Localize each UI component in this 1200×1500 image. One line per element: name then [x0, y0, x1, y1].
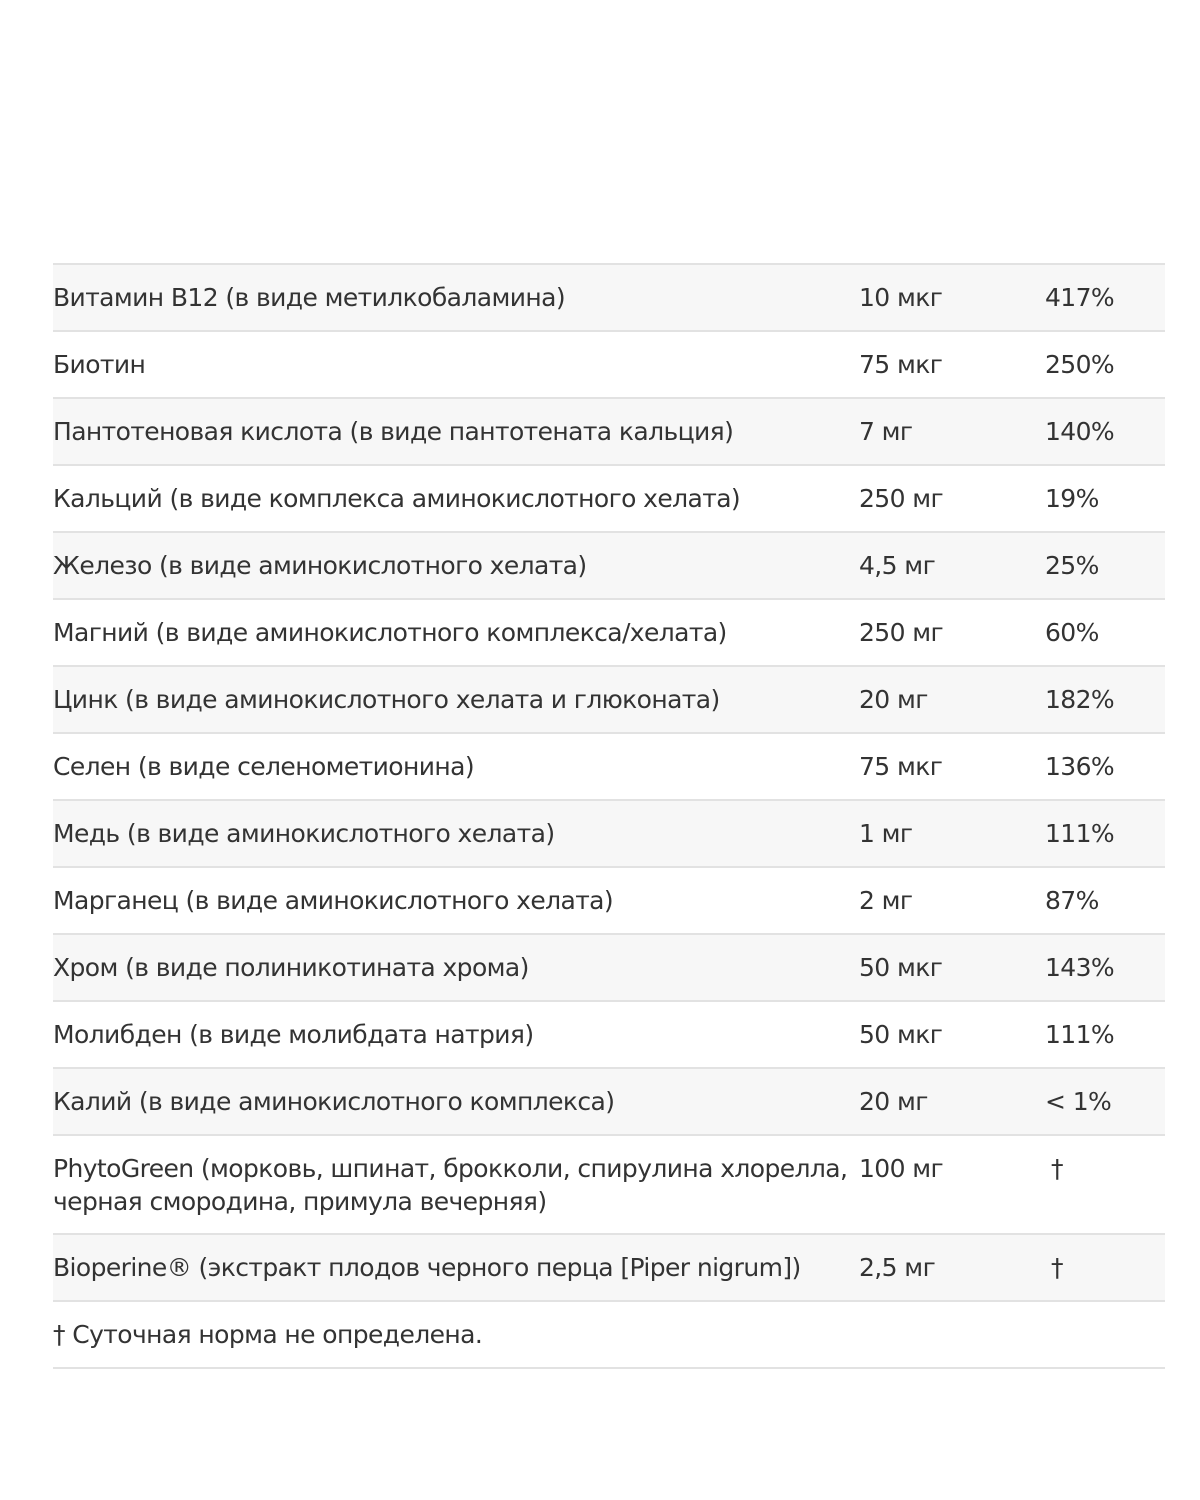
ingredient-amount: 250 мг: [859, 618, 944, 647]
table-row: [53, 800, 1165, 867]
table-row: [53, 599, 1165, 666]
ingredient-amount: 2 мг: [859, 886, 913, 915]
daily-value-percent: 417%: [1045, 283, 1115, 312]
ingredient-name: Магний (в виде аминокислотного комплекса/хелата): [53, 618, 727, 647]
footnote-text: † Суточная норма не определена.: [53, 1320, 483, 1349]
ingredient-name: Молибден (в виде молибдата натрия): [53, 1020, 534, 1049]
ingredient-amount: 4,5 мг: [859, 551, 936, 580]
ingredient-amount: 20 мг: [859, 1087, 928, 1116]
ingredient-name: Железо (в виде аминокислотного хелата): [53, 551, 587, 580]
ingredient-name: Кальций (в виде комплекса аминокислотного хелата): [53, 484, 741, 513]
ingredient-amount: 250 мг: [859, 484, 944, 513]
ingredient-amount: 75 мкг: [859, 350, 943, 379]
table-row: [53, 465, 1165, 532]
ingredient-amount: 7 мг: [859, 417, 913, 446]
ingredient-name: Витамин B12 (в виде метилкобаламина): [53, 283, 566, 312]
ingredient-name: Bioperine® (экстракт плодов черного перца [Piper nigrum]): [53, 1253, 801, 1282]
daily-value-percent: 136%: [1045, 752, 1115, 781]
table-row: [53, 1001, 1165, 1068]
daily-value-percent: 182%: [1045, 685, 1115, 714]
ingredient-name: Пантотеновая кислота (в виде пантотената кальция): [53, 417, 734, 446]
daily-value-percent: 250%: [1045, 350, 1115, 379]
footnote-row: [53, 1301, 1165, 1368]
table-row: [53, 733, 1165, 800]
daily-value-percent: 87%: [1045, 886, 1099, 915]
ingredient-amount: 2,5 мг: [859, 1253, 936, 1282]
ingredient-name: Цинк (в виде аминокислотного хелата и глюконата): [53, 685, 720, 714]
table-row: [53, 532, 1165, 599]
daily-value-percent: < 1%: [1045, 1087, 1112, 1116]
ingredient-amount: 50 мкг: [859, 953, 943, 982]
daily-value-percent: 111%: [1045, 1020, 1115, 1049]
ingredient-name: Хром (в виде полиникотината хрома): [53, 953, 529, 982]
ingredient-name: PhytoGreen (морковь, шпинат, брокколи, спирулина хлорелла, черная смородина, примула вечерняя): [53, 1154, 848, 1216]
ingredient-amount: 50 мкг: [859, 1020, 943, 1049]
table-row: [53, 1234, 1165, 1301]
ingredient-amount: 1 мг: [859, 819, 913, 848]
ingredient-amount: 20 мг: [859, 685, 928, 714]
supplement-facts-table: [53, 263, 1165, 1369]
table-row: [53, 666, 1165, 733]
ingredient-amount: 100 мг: [859, 1154, 944, 1183]
table-row: [53, 1135, 1165, 1234]
daily-value-percent: †: [1051, 1253, 1063, 1282]
daily-value-percent: 25%: [1045, 551, 1099, 580]
daily-value-percent: †: [1051, 1154, 1063, 1183]
table-row: [53, 331, 1165, 398]
ingredient-name: Медь (в виде аминокислотного хелата): [53, 819, 555, 848]
ingredient-name: Селен (в виде селенометионина): [53, 752, 475, 781]
daily-value-percent: 111%: [1045, 819, 1115, 848]
daily-value-percent: 140%: [1045, 417, 1115, 446]
table-row: [53, 398, 1165, 465]
ingredient-name: Биотин: [53, 350, 146, 379]
ingredient-name: Калий (в виде аминокислотного комплекса): [53, 1087, 615, 1116]
table-row: [53, 1068, 1165, 1135]
table-row: [53, 867, 1165, 934]
table-row: [53, 934, 1165, 1001]
daily-value-percent: 143%: [1045, 953, 1115, 982]
table-row: [53, 264, 1165, 331]
ingredient-name: Марганец (в виде аминокислотного хелата): [53, 886, 614, 915]
ingredient-amount: 10 мкг: [859, 283, 943, 312]
daily-value-percent: 19%: [1045, 484, 1099, 513]
daily-value-percent: 60%: [1045, 618, 1099, 647]
ingredient-amount: 75 мкг: [859, 752, 943, 781]
